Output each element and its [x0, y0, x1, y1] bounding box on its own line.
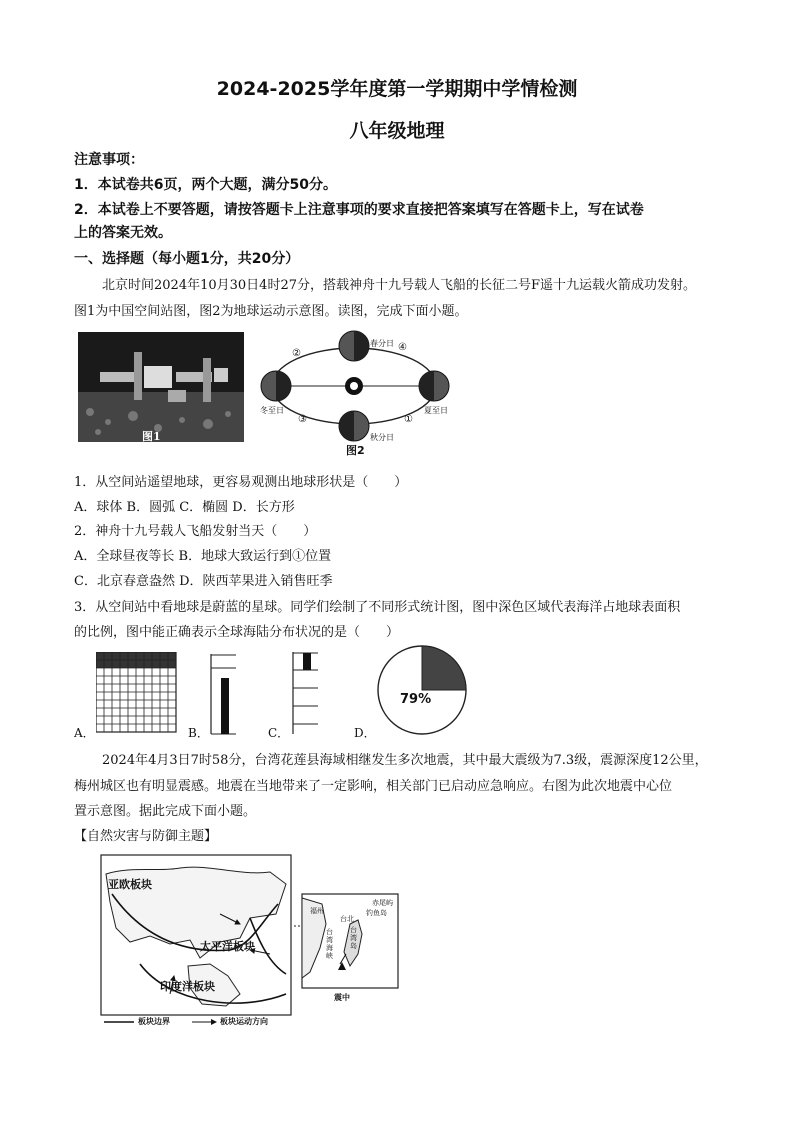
- option-b-label: B．: [188, 726, 209, 740]
- inset-diaoyu: 钓鱼岛: [366, 909, 387, 917]
- inset-chiwei: 赤尾屿: [372, 899, 393, 907]
- figure-2-caption: 图2: [346, 444, 365, 457]
- question-1-options: A．球体 B．圆弧 C．椭圆 D．长方形: [74, 500, 295, 515]
- pie-percent-label: 79%: [400, 692, 432, 707]
- label-position-3: ③: [298, 414, 307, 425]
- exam-title: 2024-2025学年度第一学期期中学情检测: [216, 78, 578, 100]
- label-indian-plate: 印度洋板块: [160, 980, 215, 993]
- question-3-stem-line2: 的比例，图中能正确表示全球海陆分布状况的是（ ）: [74, 625, 400, 640]
- question-3-stem-line1: 3．从空间站中看地球是蔚蓝的星球。同学们绘制了不同形式统计图，图中深色区域代表海洋占地球表面积: [74, 600, 681, 615]
- option-a-grid-chart: [96, 652, 178, 738]
- plate-map: [100, 854, 400, 1034]
- label-summer-solstice: 夏至日: [424, 406, 448, 415]
- label-winter-solstice: 冬至日: [260, 406, 284, 415]
- theme-heading: 【自然灾害与防御主题】: [74, 829, 218, 844]
- legend-plate-boundary: 板块边界: [138, 1016, 170, 1026]
- label-position-2: ②: [292, 348, 301, 359]
- exam-subtitle: 八年级地理: [349, 120, 445, 142]
- quake-line-3: 置示意图。据此完成下面小题。: [74, 804, 257, 819]
- option-c-label: C．: [268, 726, 290, 740]
- quake-line-2: 梅州城区也有明显震感。地震在当地带来了一定影响，相关部门已启动应急响应。右图为此次地震中心位: [74, 779, 673, 794]
- section-heading: 一、选择题（每小题1分，共20分）: [74, 251, 300, 267]
- label-autumn-equinox: 秋分日: [370, 433, 394, 442]
- option-a-label: A．: [74, 726, 95, 740]
- question-2-options-line1: A．全球昼夜等长 B．地球大致运行到①位置: [74, 549, 332, 564]
- legend-plate-motion: 板块运动方向: [220, 1016, 268, 1026]
- inset-epicenter: 震中: [334, 992, 350, 1002]
- option-d-label: D．: [354, 726, 376, 740]
- note-item-1: 1．本试卷共6页，两个大题，满分50分。: [74, 177, 337, 193]
- note-item-2-line1: 2．本试卷上不要答题，请按答题卡上注意事项的要求直接把答案填写在答题卡上，写在试卷: [74, 202, 644, 218]
- label-position-4: ④: [398, 342, 407, 353]
- quake-line-1: 2024年4月3日7时58分，台湾花莲县海域相继发生多次地震，其中最大震级为7.3级，震源深度12公里，: [102, 753, 708, 768]
- label-pacific-plate: 太平洋板块: [200, 940, 255, 953]
- figure-2-earth-orbit: [258, 326, 462, 456]
- label-position-1: ①: [404, 414, 413, 425]
- note-item-2-line2: 上的答案无效。: [74, 225, 172, 241]
- inset-taiwan-island: 台湾岛: [350, 926, 357, 950]
- label-spring-equinox: 春分日: [370, 339, 394, 348]
- option-c-bar-chart: [292, 652, 322, 740]
- inset-fuzhou: 福州: [310, 907, 324, 915]
- option-d-pie-chart: [376, 640, 468, 744]
- figure-1-caption: 图1: [142, 430, 161, 443]
- intro-line-2: 图1为中国空间站图，图2为地球运动示意图。读图，完成下面小题。: [74, 304, 468, 319]
- option-b-bar-chart: [210, 654, 240, 740]
- question-1-stem: 1．从空间站遥望地球，更容易观测出地球形状是（ ）: [74, 475, 408, 490]
- question-2-options-line2: C．北京春意盎然 D．陕西苹果进入销售旺季: [74, 574, 333, 589]
- label-eurasian-plate: 亚欧板块: [108, 878, 152, 891]
- intro-line-1: 北京时间2024年10月30日4时27分，搭载神舟十九号载人飞船的长征二号F遥十九运载火箭成功发射。: [102, 278, 697, 293]
- inset-taiwan-strait: 台湾海峡: [326, 928, 333, 960]
- notes-heading: 注意事项：: [74, 152, 144, 168]
- question-2-stem: 2．神舟十九号载人飞船发射当天（ ）: [74, 524, 317, 539]
- figure-1-space-station: [78, 332, 244, 442]
- inset-taibei: 台北: [340, 915, 354, 923]
